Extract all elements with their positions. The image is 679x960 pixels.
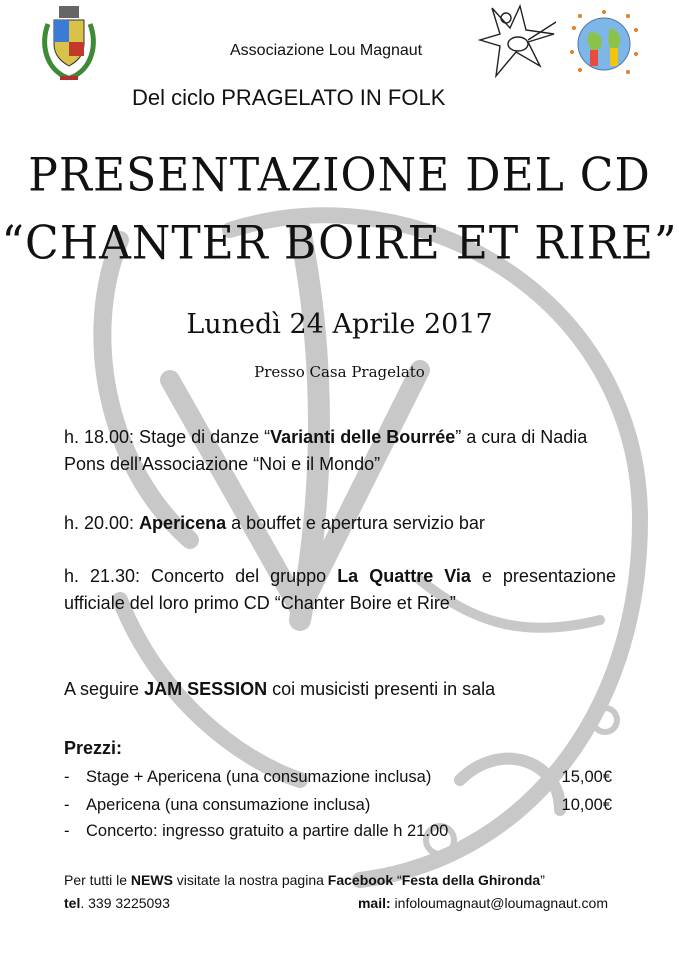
price-row: - Stage + Apericena (una consumazione inclusa) 15,00€ [64, 768, 612, 786]
program-item-concert: h. 21.30: Concerto del gruppo La Quattre Via e presentazione ufficiale del loro primo CD “Chanter Boire et Rire” [64, 566, 617, 613]
price-row: - Concerto: ingresso gratuito a partire dalle h 21.00 [64, 822, 449, 840]
facebook-label: Facebook [327, 872, 394, 888]
prices-heading: Prezzi: [64, 738, 123, 758]
program-item-stage: h. 18.00: Stage di danze “Varianti delle Bourrée” a cura di Nadia Pons dell’Associazione “Noi e il Mondo” [64, 427, 588, 474]
jester-musician-logo-icon [470, 4, 562, 80]
price-row: - Apericena (una consumazione inclusa) 10,00€ [64, 796, 612, 814]
association-name: Associazione Lou Magnaut [230, 42, 423, 59]
footer-contact-line [64, 895, 616, 911]
globe-children-logo-icon [566, 8, 642, 80]
municipal-crest-icon [38, 4, 100, 86]
title-line-2: “CHANTER BOIRE ET RIRE” [1, 216, 678, 271]
facebook-page-name: Festa della Ghironda [401, 872, 541, 888]
title-line-1: PRESENTAZIONE DEL CD [28, 148, 651, 203]
footer-news-line: Per tutti le NEWS visitate la nostra pagina Facebook “Festa della Ghironda” [64, 872, 545, 888]
program-item-apericena: h. 20.00: Apericena a bouffet e apertura servizio bar [64, 513, 485, 533]
event-venue: Presso Casa Pragelato [254, 363, 425, 381]
email-link[interactable]: infoloumagnaut@loumagnaut.com [394, 895, 608, 911]
cycle-subtitle: Del ciclo PRAGELATO IN FOLK [132, 85, 446, 110]
email-contact: mail: infoloumagnaut@loumagnaut.com [357, 895, 608, 911]
event-date: Lunedì 24 Aprile 2017 [186, 309, 493, 340]
program-item-jam-session: A seguire JAM SESSION coi musicisti presenti in sala [64, 679, 496, 699]
phone-contact: tel. 339 3225093 [64, 895, 170, 911]
